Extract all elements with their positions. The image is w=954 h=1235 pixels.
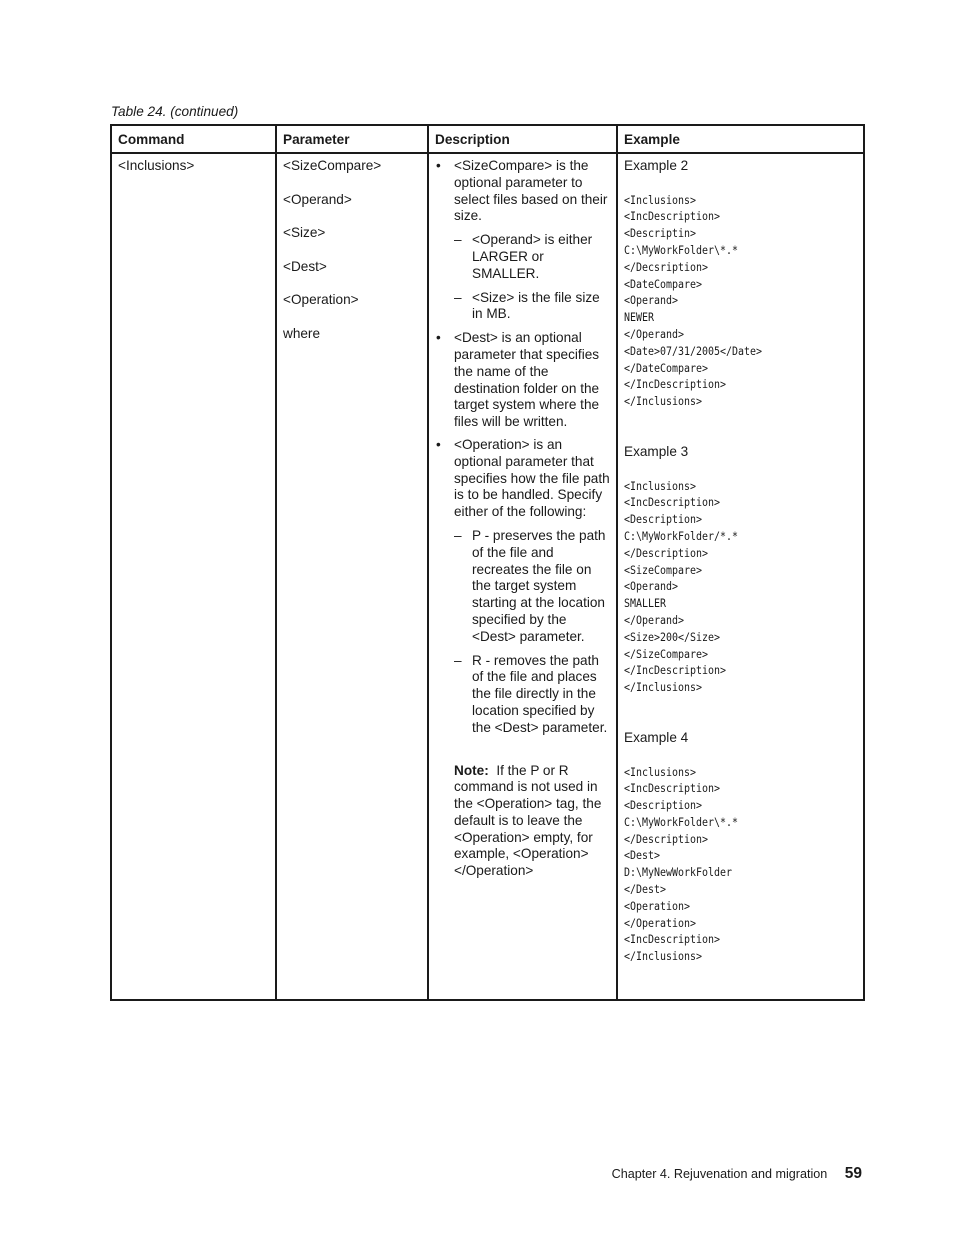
dash-icon: – (454, 232, 462, 248)
example-title: Example 2 (624, 158, 689, 173)
code-line: <Inclusions> (624, 478, 697, 493)
list-item (454, 290, 610, 324)
table-caption: Table 24. (continued) (111, 104, 239, 119)
code-line: </SizeCompare> (624, 646, 709, 661)
example-title: Example 4 (624, 729, 689, 745)
example-block (624, 730, 857, 965)
table-row (111, 153, 864, 1000)
code-line: </IncDescription> (624, 663, 727, 678)
dest-text: <Dest> is an optional parameter that specifies the name of the destination folder on the target system where the files will be written. (454, 330, 600, 430)
example-cell (617, 153, 864, 1000)
example-block (624, 444, 857, 696)
list-item (435, 158, 610, 323)
example-block (624, 158, 857, 410)
dash-icon: – (454, 289, 462, 305)
code-line: <DateCompare> (624, 276, 703, 291)
bullet-icon: • (436, 436, 441, 452)
code-line: </Description> (624, 545, 709, 560)
note-block (454, 763, 610, 881)
bullet-icon: • (436, 330, 441, 346)
r-option-text: R - removes the path of the file and places the file directly in the location specified by the <Dest> parameter. (472, 652, 608, 735)
code-line: <Descriptin> (624, 226, 697, 241)
description-list (435, 158, 610, 737)
code-line: <IncDescription> (624, 209, 721, 224)
code-line: </Inclusions> (624, 949, 703, 964)
code-line: </Dest> (624, 882, 667, 897)
code-line: <IncDescription> (624, 495, 721, 510)
code-line: </DateCompare> (624, 360, 709, 375)
code-line: <Size>200</Size> (624, 629, 721, 644)
list-item (435, 330, 610, 431)
operation-text: <Operation> is an optional parameter that specifies how the file path is to be handled. Specify either of the following: (454, 436, 610, 520)
list-item (435, 437, 610, 737)
size-compare-text: <SizeCompare> is the optional parameter to select files based on their size. (454, 158, 608, 224)
inclusions-table (110, 124, 865, 1001)
code-line: </Operand> (624, 612, 685, 627)
parameter-item: <SizeCompare> (283, 158, 382, 173)
code-line: SMALLER (624, 596, 667, 611)
code-line: </Operation> (624, 915, 697, 930)
chapter-title: Chapter 4. Rejuvenation and migration (611, 1167, 828, 1181)
code-line: <Operand> (624, 579, 679, 594)
sub-list (454, 528, 610, 737)
parameter-item: <Operation> (283, 292, 359, 308)
dash-icon: – (454, 652, 462, 668)
parameter-item: where (283, 325, 321, 341)
note-label: Note: (454, 762, 489, 778)
code-line: </Description> (624, 831, 709, 846)
code-line: C:\MyWorkFolder\*.* (624, 814, 739, 829)
code-line: C:\MyWorkFolder/*.* (624, 528, 739, 543)
code-line: <Dest> (624, 848, 661, 863)
code-line: <Operand> (624, 293, 679, 308)
header-parameter: Parameter (276, 125, 428, 153)
code-line: </Inclusions> (624, 680, 703, 695)
bullet-icon: • (436, 158, 441, 173)
example-title: Example 3 (624, 443, 689, 459)
code-line: <Inclusions> (624, 192, 697, 207)
list-item (454, 232, 610, 282)
header-example: Example (617, 125, 864, 153)
p-option-text: P - preserves the path of the file and recreates the file on the target system starting at the location specified by the <Dest> parameter. (472, 527, 606, 644)
size-text: <Size> is the file size in MB. (472, 289, 600, 322)
operand-text: <Operand> is either LARGER or SMALLER. (472, 232, 593, 281)
code-line: <Inclusions> (624, 764, 697, 779)
header-description: Description (428, 125, 617, 153)
note-text: If the P or R command is not used in the <Operation> tag, the default is to leave the <Operation> empty, for example, <Operation></Operation> (454, 762, 602, 879)
list-item (454, 528, 610, 646)
page-number: 59 (844, 1165, 862, 1182)
page-footer (0, 1165, 862, 1183)
code-line: </Decsription> (624, 259, 709, 274)
code-line: <IncDescription> (624, 932, 721, 947)
parameter-item: <Size> (283, 225, 326, 241)
table-header-row (111, 125, 864, 153)
header-command: Command (111, 125, 276, 153)
parameter-item: <Dest> (283, 258, 327, 274)
code-line: <Date>07/31/2005</Date> (624, 343, 763, 358)
code-line: </Inclusions> (624, 394, 703, 409)
description-cell (428, 153, 617, 1000)
code-line: <Operation> (624, 898, 691, 913)
command-text: <Inclusions> (118, 158, 195, 173)
sub-list (454, 232, 610, 323)
code-line: C:\MyWorkFolder\*.* (624, 242, 739, 257)
code-line: <IncDescription> (624, 781, 721, 796)
parameter-cell (276, 153, 428, 1000)
parameter-item: <Operand> (283, 191, 352, 207)
code-line: NEWER (624, 310, 655, 325)
list-item (454, 653, 610, 737)
code-line: <Description> (624, 512, 703, 527)
code-line: </IncDescription> (624, 377, 727, 392)
dash-icon: – (454, 527, 462, 543)
command-cell (111, 153, 276, 1000)
examples-container (624, 158, 857, 965)
code-line: </Operand> (624, 326, 685, 341)
code-line: <SizeCompare> (624, 562, 703, 577)
code-line: D:\MyNewWorkFolder (624, 865, 733, 880)
code-line: <Description> (624, 798, 703, 813)
